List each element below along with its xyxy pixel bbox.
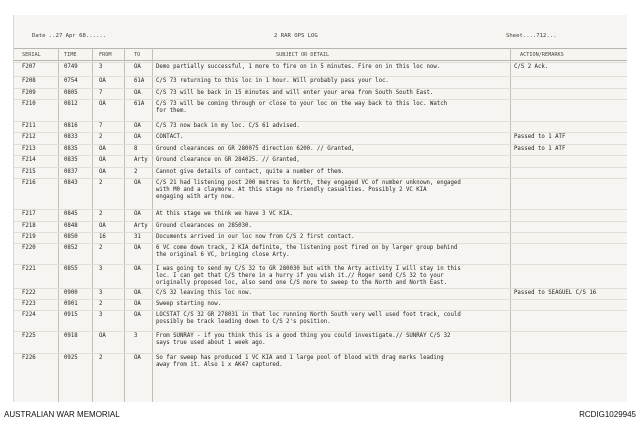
row-divider: [14, 155, 627, 156]
row-to: OA: [134, 290, 141, 296]
row-divider: [14, 264, 627, 265]
row-from: OA: [99, 146, 106, 152]
row-remarks: C/S 2 Ack.: [514, 64, 549, 70]
row-detail: CONTACT.: [156, 134, 184, 140]
row-from: 3: [99, 64, 103, 70]
row-from: OA: [99, 78, 106, 84]
row-to: OA: [134, 266, 141, 272]
row-serial: F212: [22, 134, 36, 140]
row-to: OA: [134, 312, 141, 318]
row-from: OA: [99, 157, 106, 163]
row-serial: F213: [22, 146, 36, 152]
archive-credit: AUSTRALIAN WAR MEMORIAL: [4, 410, 120, 419]
row-divider: [14, 178, 627, 179]
log-header: [14, 15, 627, 43]
row-serial: F225: [22, 333, 36, 339]
row-to: Arty: [134, 223, 148, 229]
row-time: 0843: [64, 180, 78, 186]
row-divider: [14, 121, 627, 122]
row-time: 0915: [64, 312, 78, 318]
row-from: OA: [99, 169, 106, 175]
col-serial: SERIAL: [22, 52, 41, 58]
row-remarks: Passed to 1 ATF: [514, 134, 566, 140]
row-serial: F209: [22, 90, 36, 96]
row-divider: [14, 88, 627, 89]
row-time: 0850: [64, 234, 78, 240]
row-serial: F217: [22, 211, 36, 217]
row-detail: C/S 21 had listening post 200 metres to North, they engaged VC of number unknown, engaged with M0 and a claymore. At this stage no friendly casualties. Possibly 2 VC KIA engaging with arty now.: [156, 180, 461, 200]
row-to: Arty: [134, 157, 148, 163]
row-to: 31: [134, 234, 141, 240]
column-header-row: [14, 48, 627, 61]
row-divider: [14, 99, 627, 100]
row-detail: LOCSTAT C/S 32 GR 278031 in that loc running North South very well used foot track, could possibly be track leading down to C/S 2's position.: [156, 312, 461, 325]
row-from: 2: [99, 245, 103, 251]
row-from: 2: [99, 134, 103, 140]
row-divider: [14, 76, 627, 77]
unit-log-title: 2 RAR OPS LOG: [274, 33, 318, 39]
row-divider: [14, 331, 627, 332]
row-from: OA: [99, 333, 106, 339]
row-detail: 6 VC come down track, 2 KIA definite, the listening post fired on by larger group behind the original 6 VC, bringing close Arty.: [156, 245, 458, 258]
row-serial: F226: [22, 355, 36, 361]
row-detail: Cannot give details of contact, quite a number of them.: [156, 169, 345, 175]
row-serial: F224: [22, 312, 36, 318]
col-divider: [152, 48, 153, 402]
row-detail: C/S 73 will be coming through or close to your loc on the way back to this loc. Watch for them.: [156, 101, 448, 114]
row-divider: [14, 62, 627, 63]
col-from: FROM: [99, 52, 112, 58]
row-from: 7: [99, 90, 103, 96]
row-divider: [14, 221, 627, 222]
row-remarks: Passed to SEAGUEL C/S 16: [514, 290, 597, 296]
row-to: 8: [134, 146, 138, 152]
row-serial: F216: [22, 180, 36, 186]
row-remarks: Passed to 1 ATF: [514, 146, 566, 152]
col-subject: SUBJECT OR DETAIL: [276, 52, 330, 58]
row-divider: [14, 299, 627, 300]
row-time: 0835: [64, 157, 78, 163]
row-serial: F208: [22, 78, 36, 84]
row-to: OA: [134, 134, 141, 140]
row-time: 0833: [64, 134, 78, 140]
row-divider: [14, 232, 627, 233]
row-detail: At this stage we think we have 3 VC KIA.: [156, 211, 293, 217]
row-time: 0816: [64, 123, 78, 129]
col-time: TIME: [64, 52, 77, 58]
row-serial: F210: [22, 101, 36, 107]
row-from: 2: [99, 180, 103, 186]
row-detail: From SUNRAY - if you think this is a good thing you could investigate.// SUNRAY C/S 32 says true used about 1 week ago.: [156, 333, 451, 346]
row-detail: Sweep starting now.: [156, 301, 222, 307]
col-divider: [58, 48, 59, 402]
row-from: 3: [99, 312, 103, 318]
row-divider: [14, 310, 627, 311]
col-remarks: ACTION/REMARKS: [520, 52, 564, 58]
row-to: OA: [134, 245, 141, 251]
row-from: 2: [99, 211, 103, 217]
row-serial: F220: [22, 245, 36, 251]
row-time: 0749: [64, 64, 78, 70]
date-label: Date ..27 Apr 68......: [32, 33, 107, 39]
row-detail: Ground clearance on GR 284025. // Granted,: [156, 157, 300, 163]
row-serial: F211: [22, 123, 36, 129]
row-time: 0837: [64, 169, 78, 175]
row-time: 0852: [64, 245, 78, 251]
col-to: TO: [134, 52, 141, 58]
row-serial: F222: [22, 290, 36, 296]
row-time: 0918: [64, 333, 78, 339]
row-detail: So far sweep has produced 1 VC KIA and 1 large pool of blood with drag marks leading away from it. Also 1 x AK47 captured.: [156, 355, 444, 368]
row-time: 0925: [64, 355, 78, 361]
row-time: 0848: [64, 223, 78, 229]
row-divider: [14, 167, 627, 168]
row-divider: [14, 132, 627, 133]
row-detail: Ground clearances on 285030.: [156, 223, 252, 229]
row-time: 0900: [64, 290, 78, 296]
row-to: OA: [134, 90, 141, 96]
row-divider: [14, 353, 627, 354]
row-time: 0805: [64, 90, 78, 96]
row-serial: F215: [22, 169, 36, 175]
row-divider: [14, 144, 627, 145]
row-from: 3: [99, 266, 103, 272]
row-to: OA: [134, 123, 141, 129]
row-time: 0901: [64, 301, 78, 307]
row-to: OA: [134, 64, 141, 70]
row-divider: [14, 288, 627, 289]
row-time: 0812: [64, 101, 78, 107]
row-from: OA: [99, 223, 106, 229]
row-to: 61A: [134, 78, 145, 84]
col-divider: [124, 48, 125, 402]
row-from: 7: [99, 123, 103, 129]
row-detail: C/S 73 will be back in 15 minutes and will enter your area from South South East.: [156, 90, 434, 96]
row-to: OA: [134, 301, 141, 307]
row-serial: F223: [22, 301, 36, 307]
sheet-label: Sheet....712...: [506, 33, 557, 39]
row-detail: Ground clearances on GR 280075 direction 6200. // Granted,: [156, 146, 355, 152]
row-divider: [14, 243, 627, 244]
row-serial: F219: [22, 234, 36, 240]
row-to: OA: [134, 180, 141, 186]
row-detail: C/S 73 returning to this loc in 1 hour. Will probably pass your loc.: [156, 78, 389, 84]
row-to: 61A: [134, 101, 145, 107]
row-from: 16: [99, 234, 106, 240]
col-divider: [92, 48, 93, 402]
row-time: 0845: [64, 211, 78, 217]
row-to: 2: [134, 169, 138, 175]
row-detail: Documents arrived in our loc now from C/S 2 first contact.: [156, 234, 355, 240]
row-time: 0855: [64, 266, 78, 272]
row-time: 0754: [64, 78, 78, 84]
row-serial: F221: [22, 266, 36, 272]
row-serial: F207: [22, 64, 36, 70]
row-time: 0835: [64, 146, 78, 152]
row-detail: C/S 73 now back in my loc. C/S 61 advised.: [156, 123, 300, 129]
row-from: 2: [99, 301, 103, 307]
row-to: OA: [134, 211, 141, 217]
row-from: 3: [99, 290, 103, 296]
row-to: OA: [134, 355, 141, 361]
row-serial: F214: [22, 157, 36, 163]
row-from: 2: [99, 355, 103, 361]
row-detail: C/S 32 leaving this loc now.: [156, 290, 252, 296]
log-sheet: [13, 15, 627, 402]
row-detail: I was going to send my C/S 32 to GR 280030 but with the Arty activity I will stay in this loc. I can get that C/S there in a hurry if you wish it.// Roger send C/S 32 to your originally proposed loc, also send one C/S more to sweep to the North and North East.: [156, 266, 461, 286]
row-to: 3: [134, 333, 138, 339]
record-id: RCDIG1029945: [579, 410, 636, 419]
row-detail: Demo partially successful, 1 more to fire on in 5 minutes. Fire on in this loc now.: [156, 64, 441, 70]
row-serial: F218: [22, 223, 36, 229]
row-from: OA: [99, 101, 106, 107]
row-divider: [14, 209, 627, 210]
